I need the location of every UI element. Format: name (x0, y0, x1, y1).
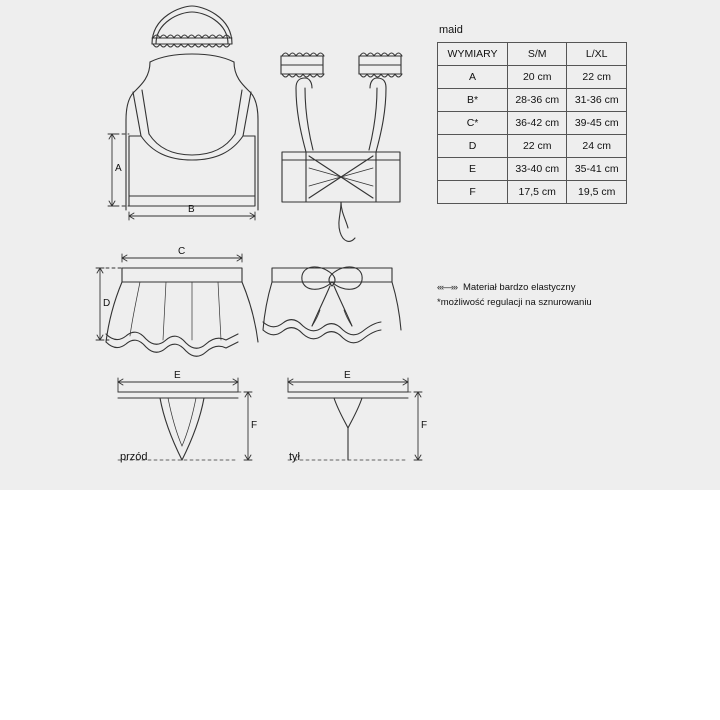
row-lxl-e: 35-41 cm (567, 158, 627, 181)
row-lxl-f: 19,5 cm (567, 181, 627, 204)
row-sm-f: 17,5 cm (508, 181, 567, 204)
dimension-label-a: A (115, 163, 122, 174)
dimension-label-d: D (103, 298, 111, 309)
row-label-d: D (438, 135, 508, 158)
legend (437, 281, 667, 310)
legend-elastic-row (437, 281, 667, 295)
dimension-c (100, 254, 242, 268)
product-name: maid (439, 24, 463, 36)
dimension-label-b: B (188, 204, 195, 215)
table-row (438, 181, 627, 204)
row-sm-e: 33-40 cm (508, 158, 567, 181)
row-label-a: A (438, 66, 508, 89)
table-row (438, 158, 627, 181)
dimension-f-front (238, 392, 252, 460)
dimension-label-f-back: F (421, 420, 428, 431)
table-header-sm: S/M (508, 43, 567, 66)
table-row (438, 135, 627, 158)
elastic-arrows-icon: ‹‹‹—››› (437, 282, 457, 293)
size-table (437, 42, 627, 204)
table-header-row (438, 43, 627, 66)
dimension-label-f-front: F (251, 420, 258, 431)
row-label-b: B* (438, 89, 508, 112)
row-lxl-d: 24 cm (567, 135, 627, 158)
row-sm-a: 20 cm (508, 66, 567, 89)
row-sm-d: 22 cm (508, 135, 567, 158)
legend-elastic-text: Materiał bardzo elastyczny (462, 282, 576, 293)
thong-front-illustration (118, 392, 238, 460)
thong-back-illustration (288, 392, 408, 460)
legend-adjustable-text: *możliwość regulacji na sznurowaniu (437, 296, 592, 308)
view-label-back: tył (289, 451, 300, 463)
table-row (438, 112, 627, 135)
row-label-f: F (438, 181, 508, 204)
table-row (438, 89, 627, 112)
row-lxl-c: 39-45 cm (567, 112, 627, 135)
dimension-label-c: C (178, 246, 186, 257)
row-lxl-b: 31-36 cm (567, 89, 627, 112)
skirt-back-illustration (263, 267, 401, 343)
row-label-e: E (438, 158, 508, 181)
row-lxl-a: 22 cm (567, 66, 627, 89)
table-header-measure: WYMIARY (438, 43, 508, 66)
headband-illustration (152, 6, 232, 47)
bra-back-illustration (281, 53, 402, 241)
table-row (438, 66, 627, 89)
size-table-wrapper (437, 24, 627, 204)
skirt-front-illustration (106, 268, 258, 356)
row-sm-c: 36-42 cm (508, 112, 567, 135)
view-label-front: przód (120, 451, 148, 463)
table-header-lxl: L/XL (567, 43, 627, 66)
row-label-c: C* (438, 112, 508, 135)
bra-front-illustration (126, 54, 258, 210)
dimension-label-e-back: E (344, 370, 351, 381)
row-sm-b: 28-36 cm (508, 89, 567, 112)
dimension-f-back (408, 392, 422, 460)
dimension-label-e-front: E (174, 370, 181, 381)
